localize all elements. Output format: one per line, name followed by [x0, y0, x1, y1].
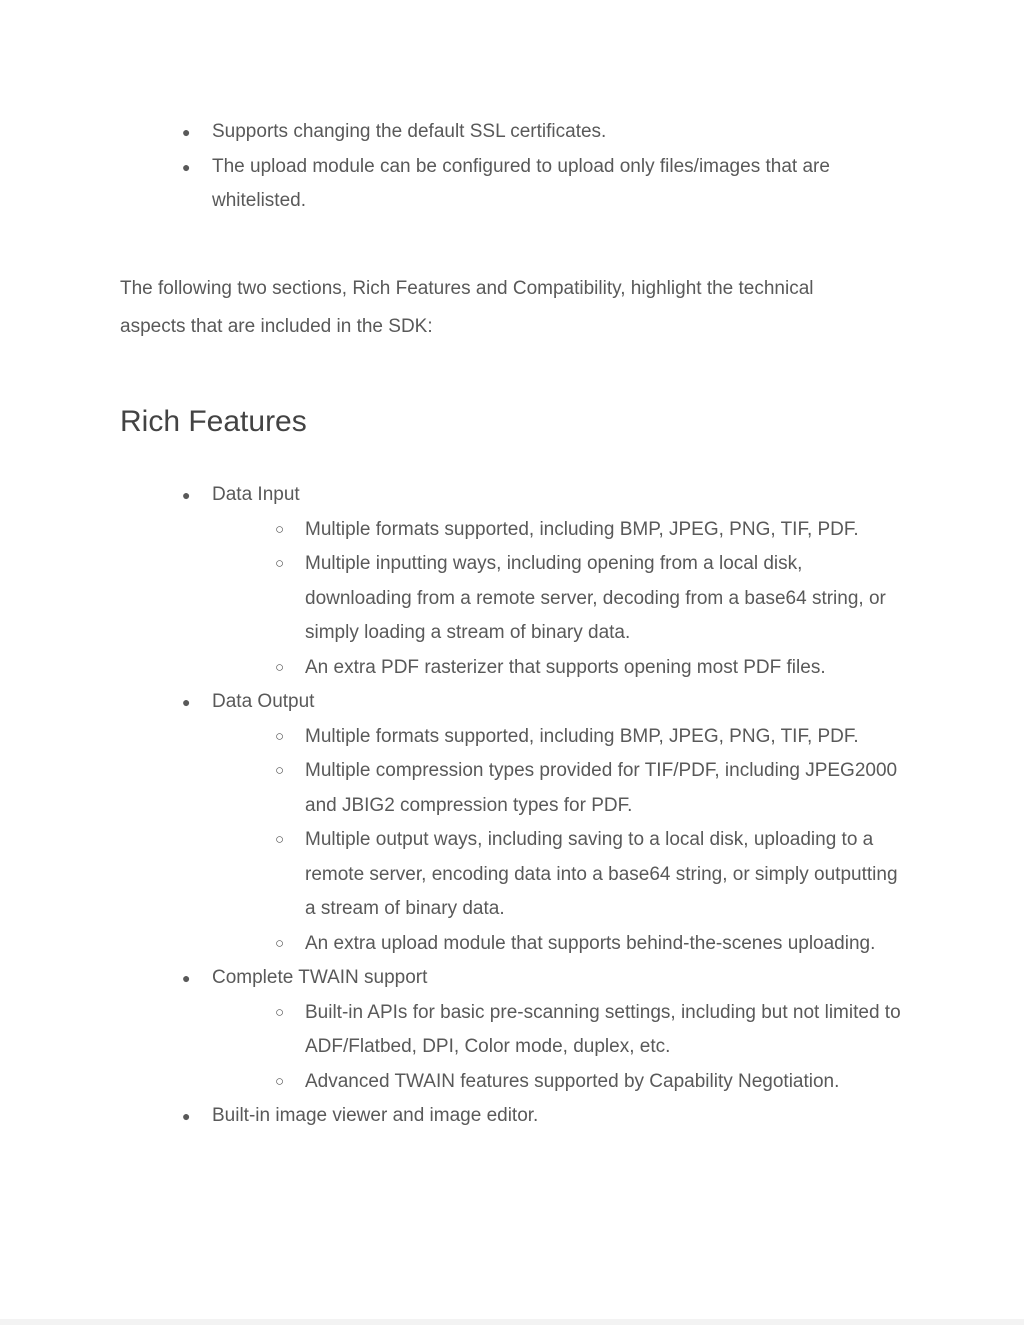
list-item-text: Supports changing the default SSL certificates. [212, 121, 607, 142]
filled-bullet-icon: ● [182, 1108, 191, 1124]
section-heading: Rich Features [120, 405, 307, 438]
sub-list-item [0, 720, 902, 755]
sub-list-item [0, 823, 902, 927]
hollow-bullet-icon: ○ [275, 520, 285, 538]
sub-list [212, 996, 902, 1100]
hollow-bullet-icon: ○ [275, 1003, 285, 1021]
feature-item-data-input [0, 478, 902, 685]
sub-list [212, 513, 902, 686]
hollow-bullet-icon: ○ [275, 831, 285, 848]
feature-label: Data Output [212, 691, 315, 712]
sub-list-item [0, 547, 902, 651]
hollow-bullet-icon: ○ [275, 934, 285, 952]
sub-list [212, 720, 902, 962]
hollow-bullet-icon: ○ [275, 658, 285, 676]
sub-list-item [0, 651, 902, 686]
list-item [0, 115, 902, 150]
feature-label: Built-in image viewer and image editor. [212, 1105, 539, 1126]
hollow-bullet-icon: ○ [275, 727, 285, 745]
security-bullet-list [0, 115, 902, 219]
feature-item-image-viewer [0, 1099, 902, 1134]
sub-list-item-text: Multiple compression types provided for TIF/PDF, including JPEG2000 and JBIG2 compression types for PDF. [305, 760, 898, 816]
features-bullet-list [0, 478, 902, 1134]
hollow-bullet-icon: ○ [275, 1072, 285, 1090]
filled-bullet-icon: ● [182, 970, 191, 986]
sub-list-item-text: Multiple output ways, including saving to a local disk, uploading to a remote server, encoding data into a base64 string, or simply outputting a stream of binary data. [305, 829, 898, 919]
list-item-text: The upload module can be configured to upload only files/images that are whitelisted. [212, 155, 830, 211]
sub-list-item-text: An extra upload module that supports behind-the-scenes uploading. [305, 932, 876, 954]
filled-bullet-icon: ● [182, 158, 191, 175]
sub-list-item [0, 754, 902, 823]
sub-list-item [0, 927, 902, 962]
intro-paragraph: The following two sections, Rich Features and Compatibility, highlight the technical aspects that are included in the SDK: [120, 278, 814, 337]
hollow-bullet-icon: ○ [275, 762, 285, 779]
feature-item-twain-support [0, 961, 902, 1099]
sub-list-item-text: Multiple formats supported, including BMP, JPEG, PNG, TIF, PDF. [305, 725, 859, 747]
hollow-bullet-icon: ○ [275, 555, 285, 572]
sub-list-item-text: Advanced TWAIN features supported by Capability Negotiation. [305, 1070, 840, 1092]
filled-bullet-icon: ● [182, 694, 191, 710]
feature-label: Complete TWAIN support [212, 967, 428, 988]
sub-list-item [0, 996, 902, 1065]
sub-list-item-text: An extra PDF rasterizer that supports opening most PDF files. [305, 656, 826, 678]
sub-list-item-text: Multiple formats supported, including BMP, JPEG, PNG, TIF, PDF. [305, 518, 859, 540]
sub-list-item-text: Multiple inputting ways, including opening from a local disk, downloading from a remote server, decoding from a base64 string, or simply loading a stream of binary data. [305, 553, 886, 643]
feature-item-data-output [0, 685, 902, 961]
page-bottom-edge [0, 1319, 1024, 1325]
feature-label: Data Input [212, 484, 300, 505]
filled-bullet-icon: ● [182, 124, 191, 140]
sub-list-item-text: Built-in APIs for basic pre-scanning settings, including but not limited to ADF/Flatbed, DPI, Color mode, duplex, etc. [305, 1001, 901, 1057]
list-item [0, 150, 902, 219]
sub-list-item [0, 513, 902, 548]
sub-list-item [0, 1065, 902, 1100]
filled-bullet-icon: ● [182, 487, 191, 503]
